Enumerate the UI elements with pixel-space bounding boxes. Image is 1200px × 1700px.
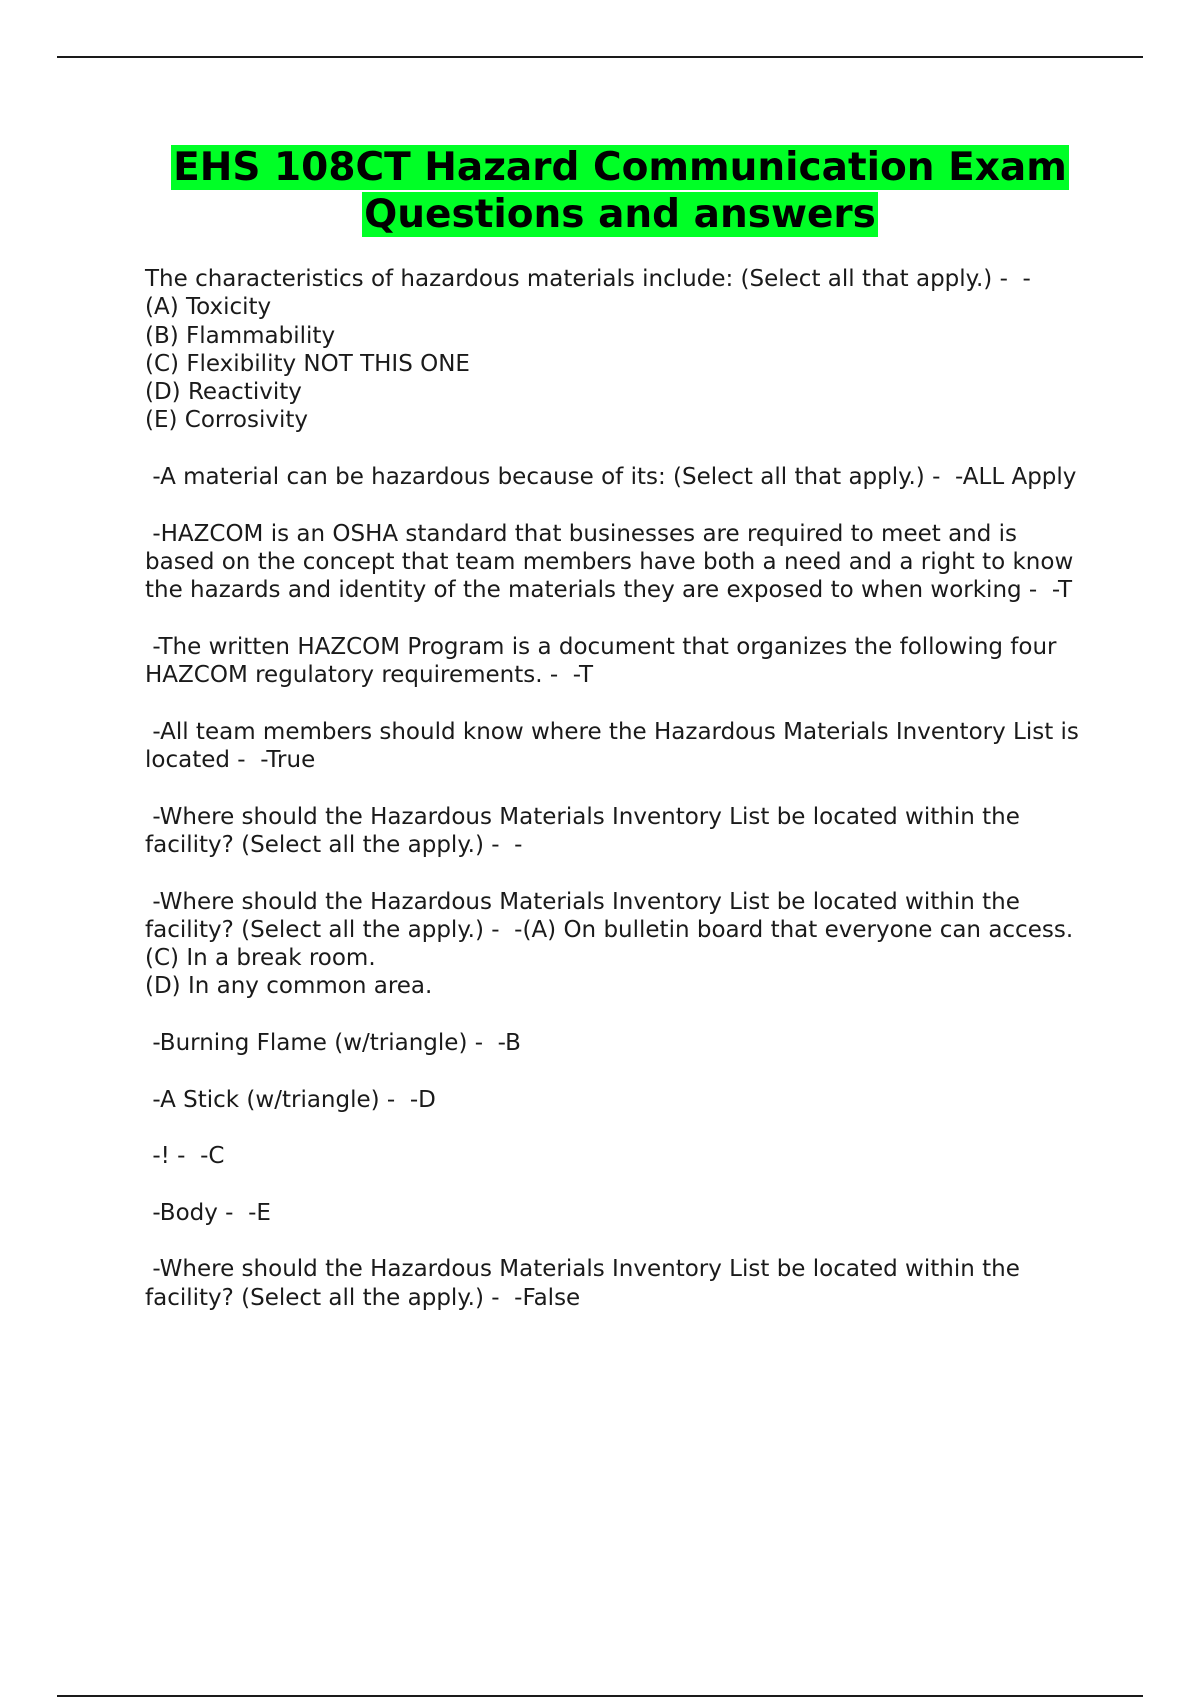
qa-block-12: -Where should the Hazardous Materials Inventory List be located within the facility? (Select all the apply.) - -False: [145, 1256, 1028, 1311]
title-line-2: Questions and answers: [364, 192, 876, 237]
document-title: [100, 144, 1140, 238]
title-line-1: EHS 108CT Hazard Communication Exam: [173, 145, 1067, 190]
qa-block-10: -! - -C: [145, 1143, 225, 1170]
qa-block-5: -All team members should know where the Hazardous Materials Inventory List is located - -True: [145, 718, 1087, 774]
qa-block-4: -The written HAZCOM Program is a document that organizes the following four HAZCOM regulatory requirements. - -T: [145, 633, 1064, 689]
document-body: [145, 265, 1090, 1340]
qa-block-8: -Burning Flame (w/triangle) - -B: [145, 1030, 521, 1057]
title-heading: [100, 144, 1140, 238]
qa-block-9: -A Stick (w/triangle) - -D: [145, 1086, 436, 1113]
qa-block-7: -Where should the Hazardous Materials Inventory List be located within the facility? (Select all the apply.) - -(A) On bulletin board that everyone can access. (C) In a break room. (D) In any common area.: [145, 888, 1074, 1000]
qa-block-2: -A material can be hazardous because of its: (Select all that apply.) - -ALL Apply: [145, 464, 1077, 491]
qa-block-6: -Where should the Hazardous Materials Inventory List be located within the facility? (Select all the apply.) - -: [145, 803, 1028, 858]
qa-block-11: -Body - -E: [145, 1199, 271, 1226]
qa-block-3: -HAZCOM is an OSHA standard that businesses are required to meet and is based on the concept that team members have both a need and a right to know the hazards and identity of the materials they are exposed to when working - -T: [145, 520, 1081, 604]
qa-block-1: The characteristics of hazardous materials include: (Select all that apply.) - - (A) Toxicity (B) Flammability (C) Flexibility NOT THIS ONE (D) Reactivity (E) Corrosivity: [145, 266, 1031, 434]
top-rule: [57, 56, 1143, 58]
bottom-rule: [57, 1695, 1143, 1697]
